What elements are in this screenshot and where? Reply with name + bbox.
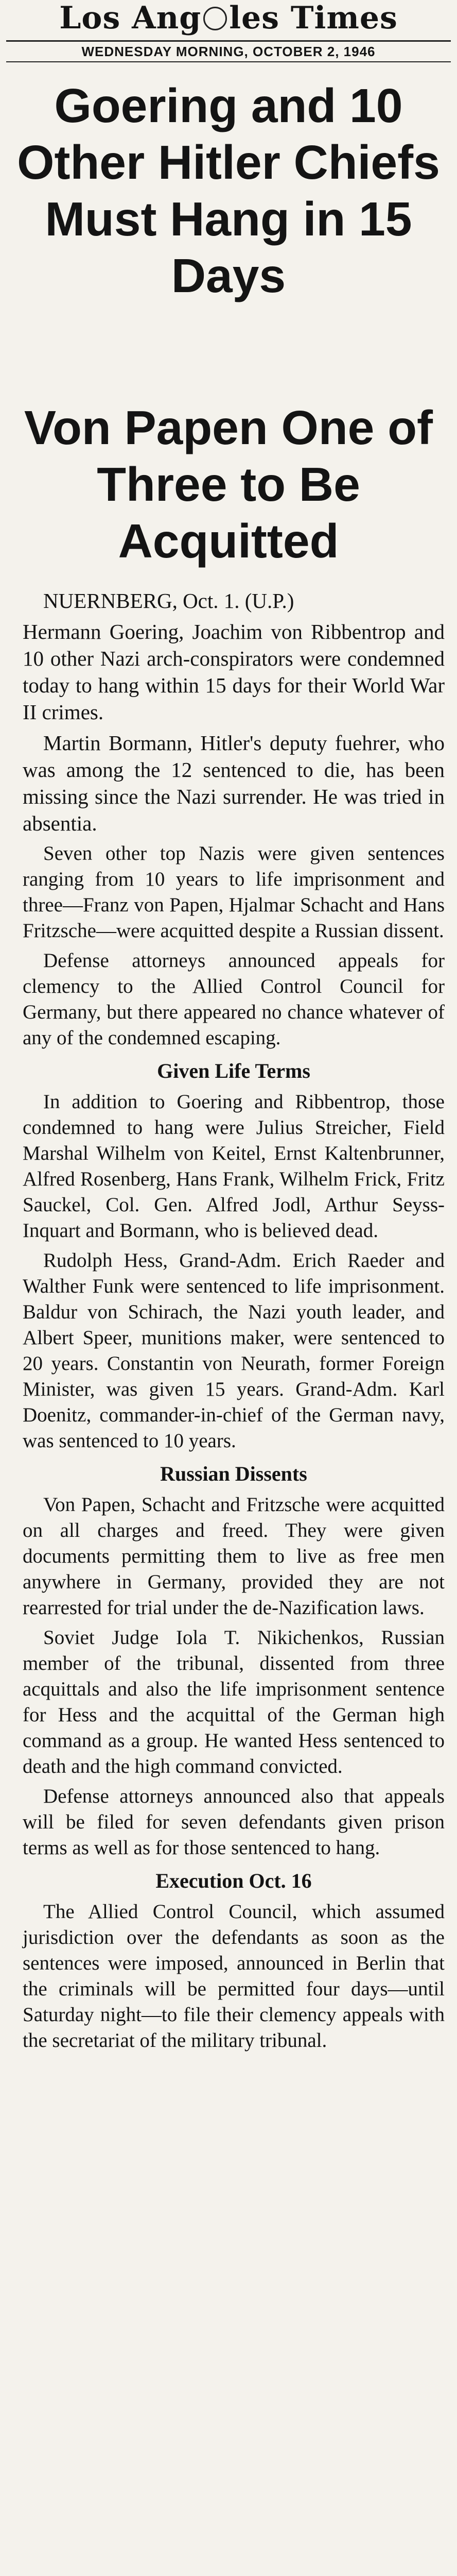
masthead-seal-icon bbox=[203, 7, 227, 30]
subheading: Russian Dissents bbox=[160, 1462, 307, 1485]
article-paragraph: Defense attorneys announced also that appeals will be filed for seven defendants given prison terms as well as for those sentenced to hang. bbox=[23, 1785, 445, 1859]
main-headline: Goering and 10 Other Hitler Chiefs Must Hang in 15 Days bbox=[17, 79, 440, 302]
dateline-bar: WEDNESDAY MORNING, OCTOBER 2, 1946 bbox=[6, 40, 451, 62]
subheading: Given Life Terms bbox=[157, 1059, 310, 1082]
article-paragraph: Defense attorneys announced appeals for clemency to the Allied Control Council for Germany, but there appeared no chance whatever of any of the condemned escaping. bbox=[23, 950, 445, 1049]
article-dateline: NUERNBERG, Oct. 1. (U.P.) bbox=[43, 589, 294, 613]
article-paragraph: Hermann Goering, Joachim von Ribbentrop and 10 other Nazi arch-conspirators were condemned today to hang within 15 days for their World War II crimes. bbox=[23, 620, 445, 724]
article-paragraph: The Allied Control Council, which assumed jurisdiction over the defendants as soon as the sentences were imposed, announced in Berlin that the criminals will be permitted four days—until Saturday night—to file their clemency appeals with the secretariat of the military tribunal. bbox=[23, 1901, 445, 2052]
article-paragraph: Martin Bormann, Hitler's deputy fuehrer, who was among the 12 sentenced to die, has been missing since the Nazi surrender. He was tried in absentia. bbox=[23, 731, 445, 835]
article-paragraph: Rudolph Hess, Grand-Adm. Erich Raeder and Walther Funk were sentenced to life imprisonment. Baldur von Schirach, the Nazi youth leader, and Albert Speer, munitions maker, were sentenced to 20 years. Constantin von Neurath, former Foreign Minister, was given 15 years. Grand-Adm. Karl Doenitz, commander-in-chief of the German navy, was sentenced to 10 years. bbox=[23, 1249, 445, 1452]
article-paragraph: Seven other top Nazis were given sentences ranging from 10 years to life imprisonment and three—Franz von Papen, Hjalmar Schacht and Hans Fritzsche—were acquitted despite a Russian dissent. bbox=[23, 842, 445, 942]
article-paragraph: Soviet Judge Iola T. Nikichenkos, Russian member of the tribunal, dissented from three acquittals and also the life imprisonment sentence for Hess and the acquittal of the German high command as a group. He wanted Hess sentenced to death and the high command convicted. bbox=[23, 1626, 445, 1777]
masthead-title-right: les Times bbox=[229, 0, 398, 36]
article-body bbox=[23, 587, 445, 2058]
article-paragraph: In addition to Goering and Ribbentrop, those condemned to hang were Julius Streicher, Field Marshal Wilhelm von Keitel, Ernst Kaltenbrunner, Alfred Rosenberg, Hans Frank, Wilhelm Frick, Fritz Sauckel, Col. Gen. Alfred Jodl, Arthur Seyss-Inquart and Bormann, who is believed dead. bbox=[23, 1091, 445, 1242]
subheading: Execution Oct. 16 bbox=[155, 1869, 312, 1892]
masthead bbox=[0, 0, 457, 36]
secondary-headline: Von Papen One of Three to Be Acquitted bbox=[24, 401, 433, 568]
masthead-title-left: Los Ang bbox=[59, 0, 202, 36]
article-paragraph: Von Papen, Schacht and Fritzsche were acquitted on all charges and freed. They were given documents permitting them to live as free men anywhere in Germany, provided they are not rearrested for trial under the de-Nazification laws. bbox=[23, 1494, 445, 1619]
